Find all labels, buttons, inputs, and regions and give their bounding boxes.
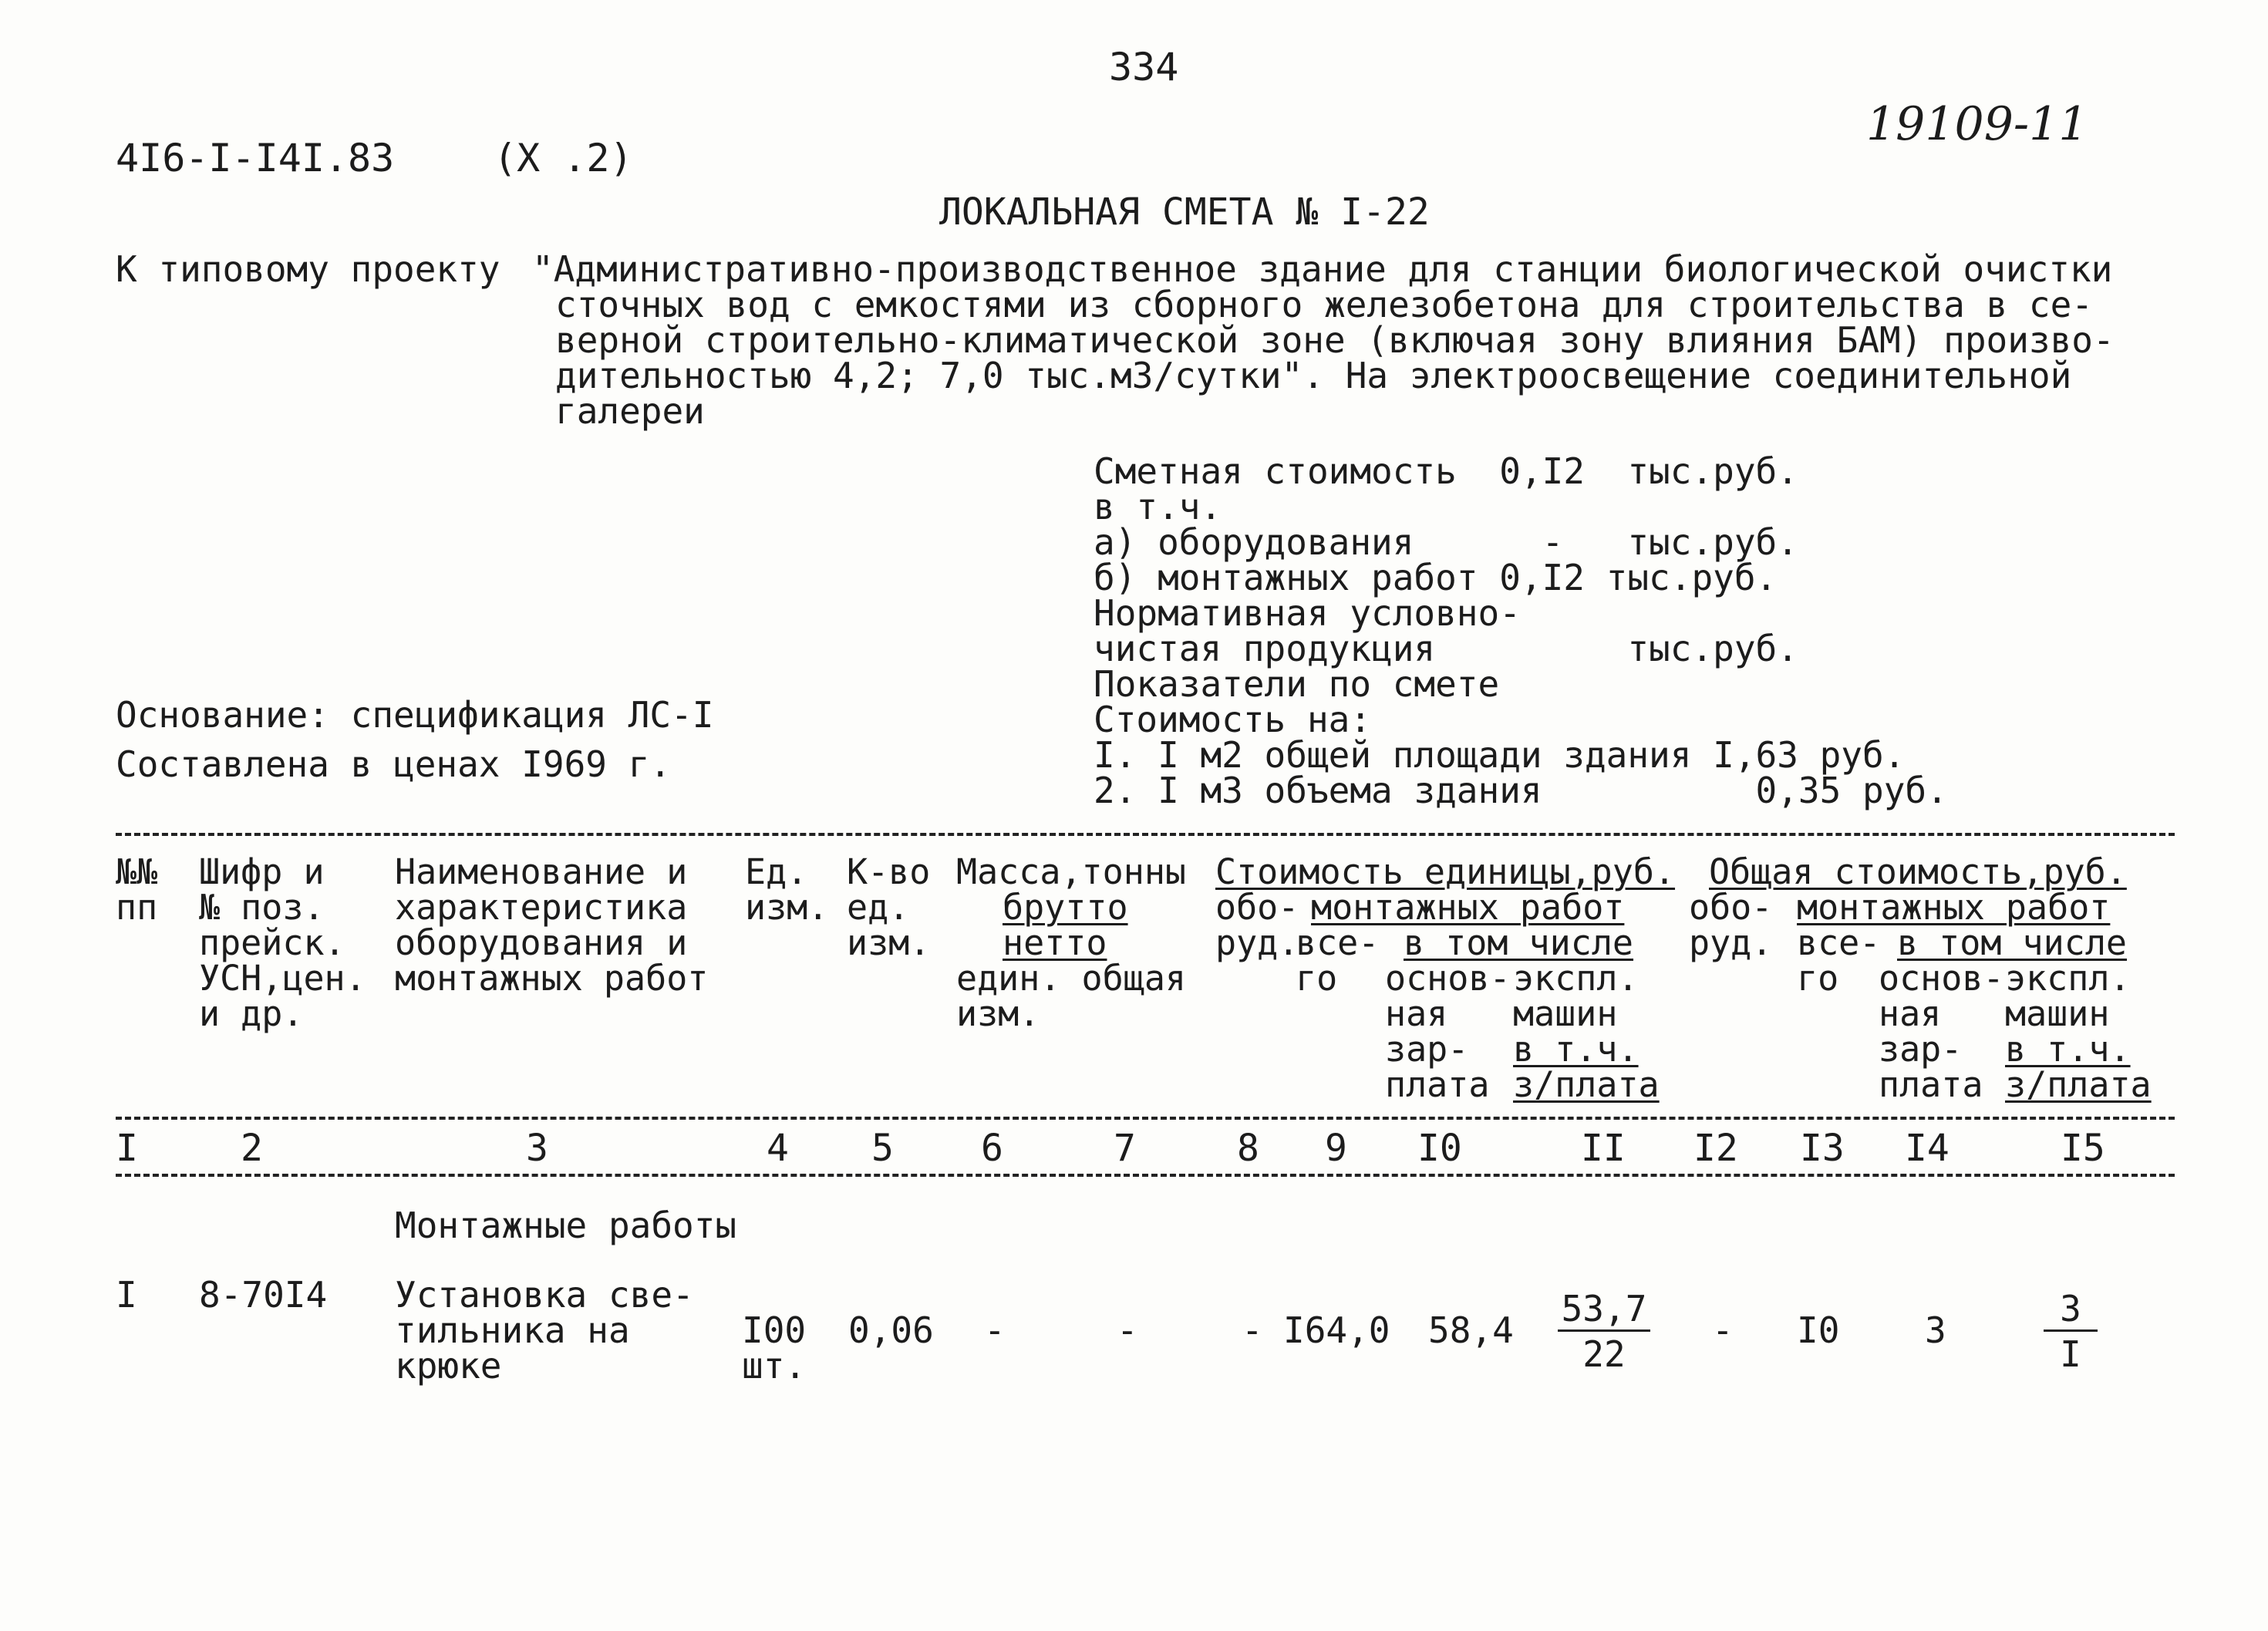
header-mass-sub: един. общая изм.	[956, 958, 1187, 1034]
row-tot-total: I0	[1797, 1309, 1840, 1351]
row-unit: I00 шт.	[742, 1309, 807, 1387]
colnum: 8	[1237, 1127, 1259, 1170]
table-top-rule	[116, 833, 2175, 836]
project-label: К типовому проекту	[116, 248, 500, 290]
row-tot-wage: 3	[1925, 1309, 1946, 1351]
colnum: I0	[1417, 1127, 1462, 1170]
header-unit-mach: экспл. машин	[1513, 958, 1639, 1034]
summary-line: Нормативная условно-	[1094, 592, 1521, 634]
row-unit-mach-wage: 22	[1582, 1333, 1626, 1375]
prices-line: Составлена в ценах I969 г.	[116, 743, 672, 785]
project-line: сточных вод с емкостями из сборного железобетона для строительства в се-	[555, 284, 2093, 325]
project-line: дительностью 4,2; 7,0 тыс.м3/сутки". На электроосвещение соединительной	[555, 355, 2072, 396]
header-col2: Шифр и № поз. прейск. УСН,цен. и др.	[199, 851, 366, 1034]
header-unit-mach-wage: в т.ч. з/плата	[1513, 1029, 1660, 1105]
handwritten-reference: 19109-11	[1866, 97, 2088, 151]
header-unit-equip: обо- руд.	[1215, 887, 1299, 963]
row-tot-mach-wage: I	[2060, 1333, 2081, 1375]
header-unit-base: основ- ная зар- плата	[1385, 958, 1511, 1105]
project-line: верной строительно-климатической зоне (включая зону влияния БАМ) произво-	[555, 319, 2115, 361]
project-line: галереи	[555, 390, 705, 432]
colnum: 4	[767, 1127, 789, 1170]
header-tot-mach: экспл. машин	[2005, 958, 2131, 1034]
header-col4: Ед. изм.	[745, 851, 829, 928]
header-tot-base: основ- ная зар- плата	[1879, 958, 2004, 1105]
row-unit-mach-fraction	[1558, 1288, 1650, 1375]
fraction-bar	[1558, 1329, 1650, 1332]
colnum: I	[116, 1127, 138, 1170]
colnum: 3	[526, 1127, 548, 1170]
page-number: 334	[1109, 45, 1179, 89]
header-tot-all: все- го	[1797, 922, 1881, 999]
header-tot-incl: в том числе	[1897, 922, 2128, 963]
volume-label: (X .2)	[494, 136, 633, 180]
document-title: ЛОКАЛЬНАЯ СМЕТА № I-22	[939, 190, 1430, 234]
header-unit-all: все- го	[1296, 922, 1380, 999]
row-code: 8-70I4	[199, 1274, 328, 1316]
basis-line: Основание: спецификация ЛС-I	[116, 694, 714, 736]
project-line: "Административно-производственное здание для станции биологической очистки	[532, 248, 2113, 290]
summary-line: в т.ч.	[1094, 486, 1222, 527]
colnum: 6	[981, 1127, 1003, 1170]
header-col3: Наименование и характеристика оборудования и монтажных работ	[395, 851, 709, 999]
header-tot-mach-wage: в т.ч. з/плата	[2005, 1029, 2152, 1105]
colnum: I4	[1905, 1127, 1950, 1170]
row-unit-mach: 53,7	[1561, 1288, 1647, 1329]
row-tot-mach: 3	[2060, 1288, 2081, 1329]
summary-line: Стоимость на:	[1094, 699, 1372, 740]
colnum: 2	[241, 1127, 263, 1170]
row-tot-mach-fraction	[2044, 1288, 2098, 1375]
header-tot-equip: обо- руд.	[1689, 887, 1773, 963]
row-number: I	[116, 1274, 137, 1316]
document-code: 4I6-I-I4I.83	[116, 136, 395, 180]
colnum: II	[1581, 1127, 1626, 1170]
summary-line: I. I м2 общей площади здания I,63 руб.	[1094, 734, 1906, 776]
header-col1: №№ пп	[116, 851, 158, 928]
header-mass-netto: нетто	[1003, 922, 1107, 963]
colnum: 7	[1114, 1127, 1136, 1170]
row-mass-total: -	[1117, 1309, 1138, 1351]
colnum: I5	[2061, 1127, 2105, 1170]
summary-line: чистая продукция тыс.руб.	[1094, 628, 1798, 669]
summary-line: Показатели по смете	[1094, 663, 1500, 705]
header-bottom-rule	[116, 1117, 2175, 1120]
row-tot-equip: -	[1712, 1309, 1734, 1351]
row-qty: 0,06	[848, 1309, 934, 1351]
row-mass-unit: -	[984, 1309, 1006, 1351]
header-tot-mont: монтажных работ	[1797, 887, 2111, 928]
header-unit-mont: монтажных работ	[1311, 887, 1625, 928]
section-title: Монтажные работы	[395, 1205, 737, 1246]
colnum: 5	[871, 1127, 894, 1170]
colnum: 9	[1325, 1127, 1347, 1170]
row-unit-wage: 58,4	[1428, 1309, 1514, 1351]
colnum: I2	[1693, 1127, 1738, 1170]
row-unit-total: I64,0	[1283, 1309, 1390, 1351]
header-mass-title: Масса,тонны	[956, 851, 1187, 892]
header-unit-incl: в том числе	[1404, 922, 1634, 963]
row-name: Установка све- тильника на крюке	[395, 1274, 694, 1387]
header-unit-cost-title: Стоимость единицы,руб.	[1215, 851, 1676, 892]
summary-line: б) монтажных работ 0,I2 тыс.руб.	[1094, 557, 1778, 598]
summary-line: Сметная стоимость 0,I2 тыс.руб.	[1094, 450, 1798, 492]
fraction-bar	[2044, 1329, 2098, 1332]
summary-line: 2. I м3 объема здания 0,35 руб.	[1094, 770, 1948, 811]
header-mass-brutto: брутто	[1003, 887, 1128, 928]
header-total-title: Общая стоимость,руб.	[1709, 851, 2127, 892]
numbers-bottom-rule	[116, 1174, 2175, 1177]
colnum: I3	[1800, 1127, 1845, 1170]
row-unit-equip: -	[1242, 1309, 1263, 1351]
summary-line: а) оборудования - тыс.руб.	[1094, 521, 1798, 563]
header-col5: К-во ед. изм.	[847, 851, 931, 963]
